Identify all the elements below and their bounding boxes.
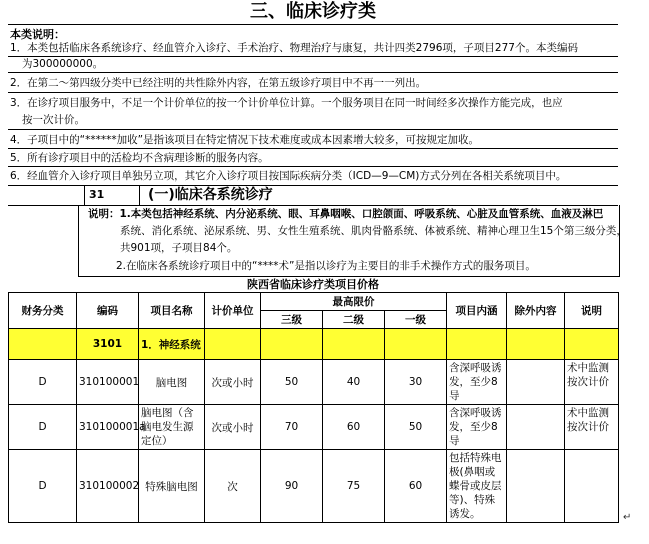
header-max-price: 最高限价 [261, 293, 447, 311]
cell-unit: 次或小时 [205, 360, 261, 405]
note-line: 6．经血管介入诊疗项目单独另立项，其它介入诊疗项目按国际疾病分类（ICD—9—CM)方式分列在各相关系统项目中。 [10, 170, 567, 182]
cell-price-level1: 60 [385, 450, 447, 523]
note-line: 为300000000。 [22, 58, 104, 70]
cell-unit: 次或小时 [205, 405, 261, 450]
note-line: 4．子项目中的“******加收”是指该项目在特定情况下技术难度或成本因素增大较多，可按规定加收。 [10, 134, 480, 146]
cell-finance: D [9, 360, 77, 405]
cell-price-level1: 30 [385, 360, 447, 405]
table-row-category [9, 329, 619, 360]
cell-code: 3101 [77, 329, 139, 360]
category-code: 31 [84, 185, 140, 205]
header-unit: 计价单位 [205, 293, 261, 329]
header-note: 说明 [565, 293, 619, 329]
header-level1: 一级 [385, 311, 447, 329]
category-name: (一)临床各系统诊疗 [148, 187, 273, 203]
cell-price-level3: 90 [261, 450, 323, 523]
cell-price-level3: 70 [261, 405, 323, 450]
category-note-line: 说明：1.本类包括神经系统、内分泌系统、眼、耳鼻咽喉、口腔颌面、呼吸系统、心脏及血管系统、血液及淋巴 [88, 208, 604, 220]
note-line: 按一次计价。 [22, 114, 85, 126]
cell-price-level3: 50 [261, 360, 323, 405]
cell-price-level2: 60 [323, 405, 385, 450]
page-title: 三、临床诊疗类 [8, 0, 618, 25]
section-label: 本类说明： [10, 28, 65, 41]
note-line: 2．在第二～第四级分类中已经注明的共性除外内容，在第五级诊疗项目中不再一一列出。 [10, 77, 427, 89]
header-content: 项目内涵 [447, 293, 507, 329]
cell-finance: D [9, 405, 77, 450]
category-note-line: 共901项，子项目84个。 [120, 242, 238, 254]
cell-exclusion [507, 360, 565, 405]
category-note-line: 2.在临床各系统诊疗项目中的“****术”是指以诊疗为主要目的非手术操作方式的服务项目。 [116, 260, 536, 272]
cell-finance: D [9, 450, 77, 523]
cell-price-level1: 50 [385, 405, 447, 450]
cell-content: 包括特殊电极(鼻咽或蝶骨或皮层等)、特殊诱发。 [447, 450, 507, 523]
header-code: 编码 [77, 293, 139, 329]
cell-name: 脑电图（含脑电发生源定位） [139, 405, 205, 450]
cell-content: 含深呼吸诱发，至少8导 [447, 360, 507, 405]
note-line: 3．在诊疗项目服务中，不足一个计价单位的按一个计价单位计算。一个服务项目在同一时间经多次操作方能完成，也应 [10, 97, 563, 109]
header-level3: 三级 [261, 311, 323, 329]
cell-price-level2: 40 [323, 360, 385, 405]
cell-exclusion [507, 450, 565, 523]
cell-unit: 次 [205, 450, 261, 523]
header-name: 项目名称 [139, 293, 205, 329]
cell-name: 特殊脑电图 [139, 450, 205, 523]
paragraph-mark-icon: ↵ [623, 512, 632, 523]
table-row [9, 450, 619, 523]
header-exclusion: 除外内容 [507, 293, 565, 329]
cell-name: 1．神经系统 [139, 329, 205, 360]
table-row [9, 360, 619, 405]
cell-note: 术中监测按次计价 [565, 360, 619, 405]
table-row [9, 405, 619, 450]
cell-code: 310100002 [77, 450, 139, 523]
cell-exclusion [507, 405, 565, 450]
cell-code: 310100001a [77, 405, 139, 450]
category-header-row [8, 185, 618, 206]
cell-note [565, 450, 619, 523]
spreadsheet-page [8, 0, 627, 522]
header-level2: 二级 [323, 311, 385, 329]
header-finance: 财务分类 [9, 293, 77, 329]
cell-name: 脑电图 [139, 360, 205, 405]
category-note-line: 系统、消化系统、泌尿系统、男、女性生殖系统、肌肉骨骼系统、体被系统、精神心理卫生15个第三级分类， [120, 225, 627, 237]
note-line: 5．所有诊疗项目中的活检均不含病理诊断的服务内容。 [10, 152, 269, 164]
note-line: 1．本类包括临床各系统诊疗、经血管介入诊疗、手术治疗、物理治疗与康复，共计四类2796项，子项目277个。本类编码 [10, 42, 578, 54]
cell-content: 含深呼吸诱发，至少8导 [447, 405, 507, 450]
cell-code: 310100001 [77, 360, 139, 405]
price-table [8, 292, 619, 523]
cell-price-level2: 75 [323, 450, 385, 523]
cell-note: 术中监测按次计价 [565, 405, 619, 450]
price-table-title: 陕西省临床诊疗类项目价格 [8, 277, 618, 293]
